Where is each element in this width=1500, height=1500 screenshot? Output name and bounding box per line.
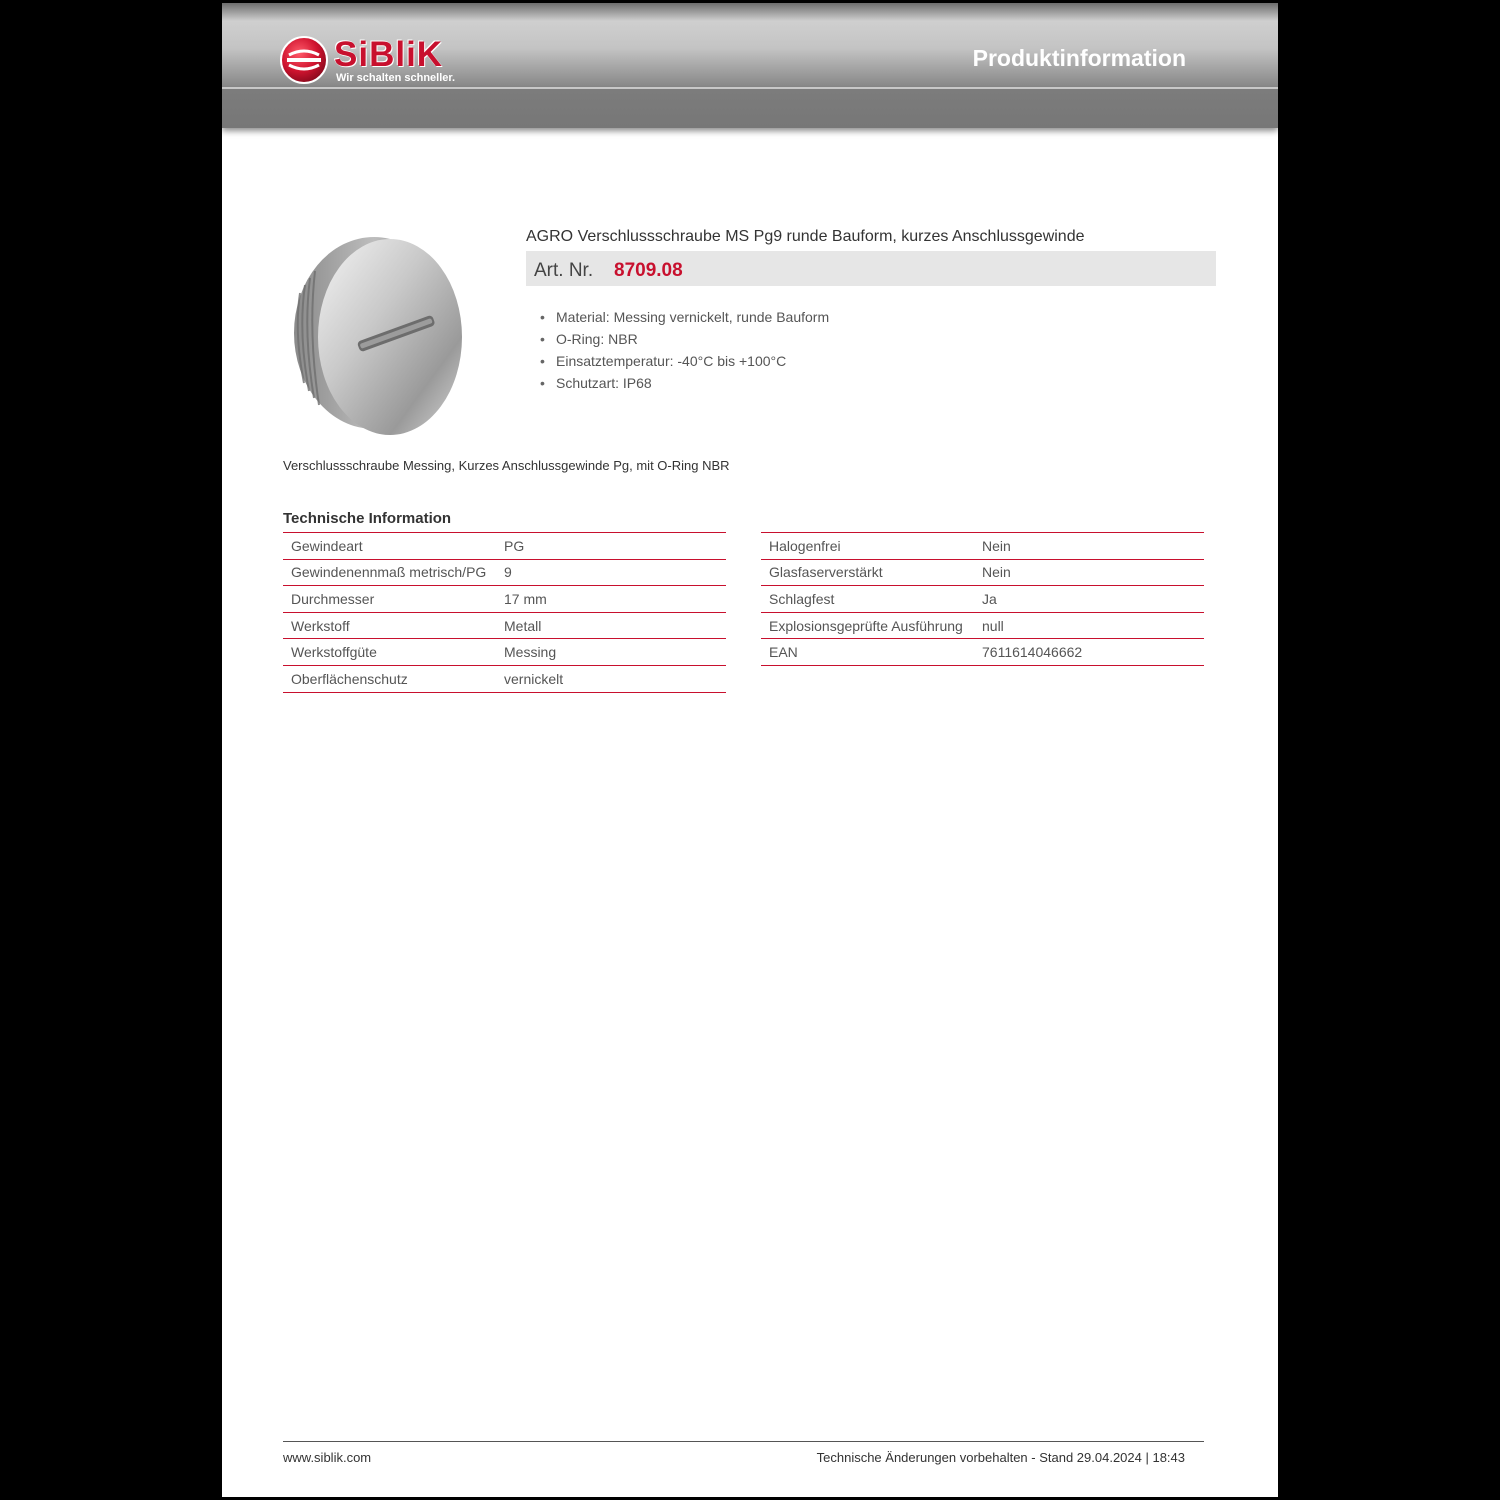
- spec-key: Werkstoff: [283, 612, 496, 639]
- table-row: [283, 612, 726, 639]
- feature-item: • Schutzart: IP68: [556, 372, 829, 394]
- spec-value: Ja: [974, 586, 1204, 613]
- feature-item: • Material: Messing vernickelt, runde Bauform: [556, 306, 829, 328]
- table-row: [283, 665, 726, 692]
- spec-key: Explosionsgeprüfte Ausführung: [761, 612, 974, 639]
- table-row: [283, 533, 726, 560]
- spec-value: Metall: [496, 612, 726, 639]
- feature-list: [556, 306, 829, 394]
- spec-value: 9: [496, 559, 726, 586]
- table-row: [283, 639, 726, 666]
- siblik-logo[interactable]: [279, 35, 469, 87]
- spec-value: PG: [496, 533, 726, 560]
- spec-key: Durchmesser: [283, 586, 496, 613]
- spec-key: Halogenfrei: [761, 533, 974, 560]
- article-number-bar: [526, 251, 1216, 286]
- spec-value: Messing: [496, 639, 726, 666]
- document-page: [222, 3, 1278, 1497]
- logo-slogan: Wir schalten schneller.: [336, 72, 456, 84]
- footer-note: Technische Änderungen vorbehalten - Stand 29.04.2024 | 18:43: [816, 1450, 1185, 1465]
- spec-key: Werkstoffgüte: [283, 639, 496, 666]
- footer-divider: [283, 1441, 1204, 1442]
- spec-key: Oberflächenschutz: [283, 665, 496, 692]
- spec-table-right: [761, 532, 1204, 666]
- article-number-label: Art. Nr.: [534, 260, 594, 281]
- siblik-logo-icon: [279, 35, 329, 85]
- page-header: [222, 3, 1278, 128]
- spec-table-left: [283, 532, 726, 693]
- spec-key: Gewindeart: [283, 533, 496, 560]
- spec-key: Schlagfest: [761, 586, 974, 613]
- table-row: [761, 533, 1204, 560]
- table-row: [761, 586, 1204, 613]
- header-divider: [222, 87, 1278, 89]
- spec-value: Nein: [974, 559, 1204, 586]
- spec-value: 7611614046662: [974, 639, 1204, 666]
- spec-key: Glasfaserverstärkt: [761, 559, 974, 586]
- table-row: [761, 612, 1204, 639]
- table-row: [283, 559, 726, 586]
- spec-value: Nein: [974, 533, 1204, 560]
- product-image: [286, 233, 466, 443]
- table-row: [761, 639, 1204, 666]
- table-row: [761, 559, 1204, 586]
- product-description: Verschlussschraube Messing, Kurzes Anschlussgewinde Pg, mit O-Ring NBR: [283, 458, 730, 473]
- spec-value: null: [974, 612, 1204, 639]
- logo-wordmark: SiBliK: [334, 35, 444, 74]
- spec-key: Gewindenennmaß metrisch/PG: [283, 559, 496, 586]
- spec-value: vernickelt: [496, 665, 726, 692]
- spec-value: 17 mm: [496, 586, 726, 613]
- feature-item: • Einsatztemperatur: -40°C bis +100°C: [556, 350, 829, 372]
- spec-key: EAN: [761, 639, 974, 666]
- technical-info-heading: Technische Information: [283, 510, 452, 527]
- page-title: Produktinformation: [972, 45, 1186, 71]
- feature-item: • O-Ring: NBR: [556, 328, 829, 350]
- product-title: AGRO Verschlussschraube MS Pg9 runde Bauform, kurzes Anschlussgewinde: [526, 228, 1085, 245]
- footer-website-link[interactable]: www.siblik.com: [283, 1450, 372, 1465]
- article-number-value: 8709.08: [614, 260, 683, 281]
- table-row: [283, 586, 726, 613]
